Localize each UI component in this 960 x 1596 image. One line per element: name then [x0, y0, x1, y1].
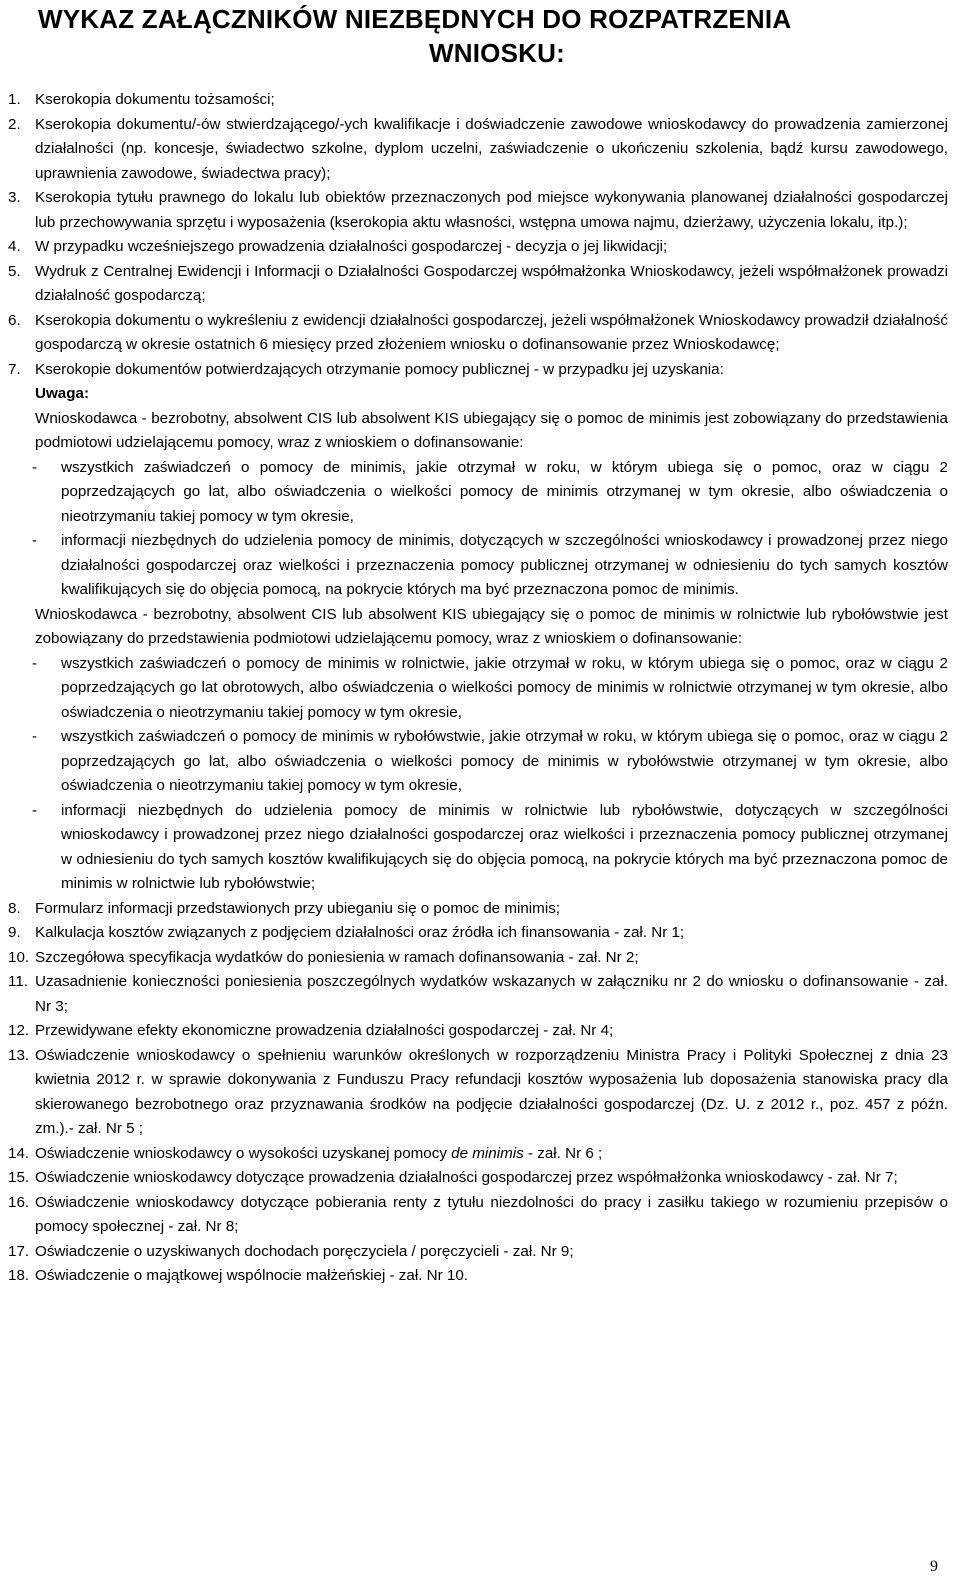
page-title — [38, 2, 918, 70]
item-text-start: Oświadczenie wnioskodawcy o wysokości uzyskanej pomocy — [35, 1144, 452, 1162]
item-number: 3. — [8, 189, 21, 206]
list-item — [8, 1240, 948, 1265]
item-number: 8. — [8, 899, 21, 917]
list-item — [8, 88, 948, 113]
bullet-text: wszystkich zaświadczeń o pomocy de minimis w rybołówstwie, jakie otrzymał w roku, w którym ubiega się o pomoc, oraz w ciągu 2 poprzedzających go lat, albo oświadczenia o wielkości pomocy de minimis w rybołówstwie otrzymanej w tym okresie, albo oświadczenia o nieotrzymaniu takiej pomocy w tym okresie, — [61, 728, 948, 794]
page-number: 9 — [930, 1558, 938, 1575]
note-paragraph: Wnioskodawca - bezrobotny, absolwent CIS lub absolwent KIS ubiegający się o pomoc de minimis jest zobowiązany do przedstawienia podmiotowi udzielającemu pomocy, wraz z wnioskiem o dofinansowanie: — [35, 409, 948, 451]
note-bullet — [8, 456, 948, 530]
note-bullet — [8, 652, 948, 726]
item-text: Kalkulacja kosztów związanych z podjęciem działalności oraz źródła ich finansowania - zał. Nr 1; — [35, 924, 685, 941]
item-number: 1. — [8, 91, 21, 108]
list-item — [8, 1166, 948, 1191]
item-text: Formularz informacji przedstawionych przy ubieganiu się o pomoc de minimis; — [35, 899, 561, 917]
item-text: W przypadku wcześniejszego prowadzenia działalności gospodarczej - decyzja o jej likwidacji; — [35, 238, 668, 255]
item-text-end: - zał. Nr 6 ; — [523, 1144, 603, 1162]
item-number: 6. — [8, 311, 21, 329]
item-number: 4. — [8, 238, 21, 255]
list-item — [8, 260, 948, 309]
item-text-italic: de minimis — [451, 1144, 524, 1162]
item-text: Kserokopia tytułu prawnego do lokalu lub obiektów przeznaczonych pod miejsce wykonywania planowanej działalności gospodarczej lub przechowywania sprzętu i wyposażenia (kserokopia aktu własności, wstępna umowa najmu, dzierżawy, użyczenia lokalu, itp.); — [35, 189, 948, 231]
item-number: 9. — [8, 924, 21, 941]
note-paragraph: Wnioskodawca - bezrobotny, absolwent CIS lub absolwent KIS ubiegający się o pomoc de minimis w rolnictwie lub rybołówstwie jest zobowiązany do przedstawienia podmiotowi udzielającemu pomocy, wraz z wnioskiem o dofinansowanie: — [35, 605, 948, 647]
list-item — [8, 1191, 948, 1240]
list-item — [8, 309, 948, 358]
item-text: Uzasadnienie konieczności poniesienia poszczególnych wydatków wskazanych w załączniku nr 2 do wniosku o dofinansowanie - zał. Nr 3; — [35, 973, 948, 1015]
item-text: Oświadczenie wnioskodawcy dotyczące pobierania renty z tytułu niezdolności do pracy i zasiłku takiego w rozumieniu przepisów o pomocy społecznej - zał. Nr 8; — [35, 1193, 948, 1235]
item-number: 17. — [8, 1242, 30, 1260]
list-item — [8, 1142, 948, 1167]
title-line-2: WNIOSKU: — [429, 38, 565, 68]
title-line-1: WYKAZ ZAŁĄCZNIKÓW NIEZBĘDNYCH DO ROZPATRZENIA — [38, 4, 792, 34]
list-item — [8, 1264, 948, 1289]
item-number: 12. — [8, 1022, 30, 1039]
list-item — [8, 113, 948, 187]
item-text: Oświadczenie wnioskodawcy dotyczące prowadzenia działalności gospodarczej przez współmałżonka wnioskodawcy - zał. Nr 7; — [35, 1169, 898, 1186]
item-number: 11. — [8, 973, 28, 990]
item-number: 14. — [8, 1144, 30, 1162]
item-text: Oświadczenie o uzyskiwanych dochodach poręczyciela / poręczycieli - zał. Nr 9; — [35, 1242, 574, 1260]
list-item — [8, 970, 948, 1019]
item-text: Kserokopia dokumentu tożsamości; — [35, 91, 275, 108]
item-text: Kserokopia dokumentu/-ów stwierdzającego/-ych kwalifikacje i doświadczenie zawodowe wnioskodawcy do prowadzenia zamierzonej działalności (np. koncesje, świadectwo szkolne, dyplom uczelni, zaświadczenie o ukończeniu szkolenia, bądź kursu zawodowego, uprawnienia zawodowe, świadectwa pracy); — [35, 115, 948, 182]
attachments-list — [8, 88, 948, 1289]
dash-marker: - — [32, 532, 38, 549]
item-text: Przewidywane efekty ekonomiczne prowadzenia działalności gospodarczej - zał. Nr 4; — [35, 1022, 614, 1039]
item-number: 15. — [8, 1169, 30, 1186]
item-number: 7. — [8, 360, 21, 378]
note-bullet — [8, 799, 948, 897]
item-number: 13. — [8, 1046, 30, 1064]
item-number: 10. — [8, 948, 30, 966]
bullet-text: informacji niezbędnych do udzielenia pomocy de minimis w rolnictwie lub rybołówstwie, dotyczących w szczególności wnioskodawcy i prowadzonej przez niego działalności gospodarczej oraz wielkości i przeznaczenia pomocy publicznej otrzymanej w odniesieniu do tych samych kosztów kwalifikujących się do objęcia pomocą, na pokrycie których ma być przeznaczona pomoc de minimis w rolnictwie lub rybołówstwie; — [61, 801, 948, 892]
item-number: 5. — [8, 262, 21, 280]
item-number: 18. — [8, 1267, 30, 1284]
list-item — [8, 1019, 948, 1044]
item-text: Szczegółowa specyfikacja wydatków do poniesienia w ramach dofinansowania - zał. Nr 2; — [35, 948, 639, 966]
item-text: Wydruk z Centralnej Ewidencji i Informacji o Działalności Gospodarczej współmałżonka Wnioskodawcy, jeżeli współmałżonek prowadzi działalność gospodarczą; — [35, 262, 948, 304]
note-bullet — [8, 529, 948, 603]
item-text: Kserokopia dokumentu o wykreśleniu z ewidencji działalności gospodarczej, jeżeli współmałżonek Wnioskodawcy prowadził działalność gospodarczą w okresie ostatnich 6 miesięcy przed złożeniem wniosku o dofinansowanie przez Wnioskodawcę; — [35, 311, 948, 353]
list-item — [8, 1044, 948, 1142]
list-item — [8, 921, 948, 946]
list-item — [8, 946, 948, 971]
list-item — [8, 186, 948, 235]
item-text: Kserokopie dokumentów potwierdzających otrzymanie pomocy publicznej - w przypadku jej uzyskania: — [35, 360, 724, 378]
bullet-text: wszystkich zaświadczeń o pomocy de minimis, jakie otrzymał w roku, w którym ubiega się o pomoc, oraz w ciągu 2 poprzedzających go lat, albo oświadczenia o wielkości pomocy de minimis otrzymanej w tym okresie, albo oświadczenia o nieotrzymaniu takiej pomocy w tym okresie, — [61, 458, 948, 525]
item-text: Oświadczenie wnioskodawcy o spełnieniu warunków określonych w rozporządzeniu Ministra Pracy i Polityki Społecznej z dnia 23 kwietnia 2012 r. w sprawie dokonywania z Funduszu Pracy refundacji kosztów wyposażenia lub doposażenia stanowiska pracy dla skierowanego bezrobotnego oraz przyznawania środków na podjęcie działalności gospodarczej (Dz. U. z 2012 r., poz. 457 z późn. zm.).- zał. Nr 5 ; — [35, 1046, 948, 1137]
item-number: 16. — [8, 1193, 30, 1211]
list-item — [8, 897, 948, 922]
item-text: Oświadczenie o majątkowej wspólnocie małżeńskiej - zał. Nr 10. — [35, 1267, 469, 1284]
dash-marker: - — [32, 654, 38, 672]
dash-marker: - — [32, 728, 38, 745]
bullet-text: wszystkich zaświadczeń o pomocy de minimis w rolnictwie, jakie otrzymał w roku, w którym ubiega się o pomoc, oraz w ciągu 2 poprzedzających go lat obrotowych, albo oświadczenia o wielkości pomocy de minimis w rolnictwie otrzymanej w tym okresie, albo oświadczenia o nieotrzymaniu takiej pomocy w tym okresie, — [61, 654, 948, 721]
note-bullet — [8, 725, 948, 799]
bullet-text: informacji niezbędnych do udzielenia pomocy de minimis, dotyczących w szczególności wnioskodawcy i prowadzonej przez niego działalności gospodarczej oraz wielkości i przeznaczenia pomocy publicznej otrzymanej w odniesieniu do tych samych kosztów kwalifikujących się do objęcia pomocą, na pokrycie których ma być przeznaczona pomoc de minimis. — [61, 532, 948, 598]
list-item — [8, 358, 948, 383]
list-item — [8, 235, 948, 260]
item-number: 2. — [8, 115, 21, 133]
dash-marker: - — [32, 801, 38, 819]
dash-marker: - — [32, 458, 38, 476]
note-label: Uwaga: — [35, 385, 90, 402]
